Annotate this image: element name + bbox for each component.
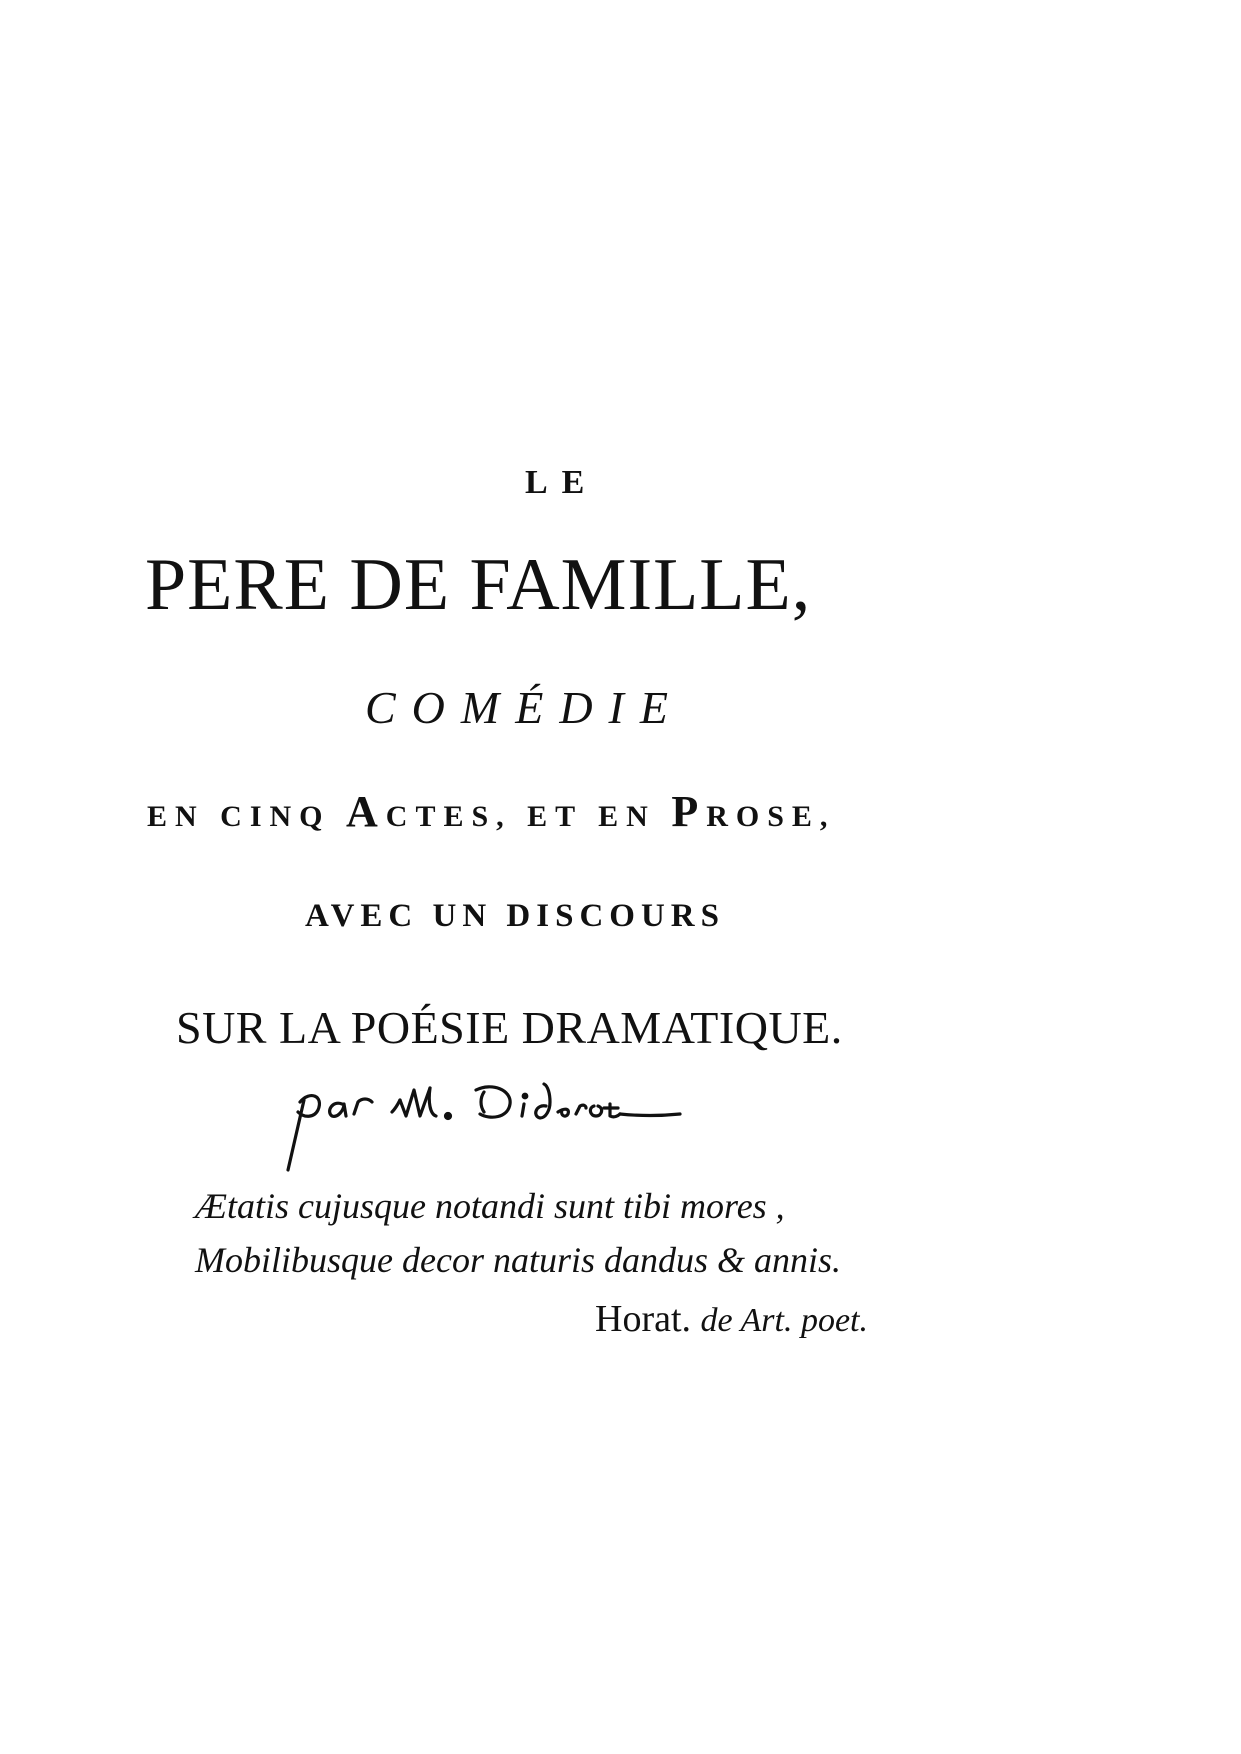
genre-label: COMÉDIE [365,682,684,733]
epigraph-line-1: Ætatis cujusque notandi sunt tibi mores , [195,1186,785,1226]
title-article: LE [525,464,599,501]
epigraph-line-2: Mobilibusque decor naturis dandus & annis. [195,1240,841,1280]
form-description [147,787,836,836]
epigraph-citation [595,1300,868,1338]
actes-initial: A [346,787,386,836]
prose-rest: ROSE, [706,800,836,833]
handwritten-signature [280,1060,700,1180]
avec-line: AVEC UN DISCOURS [305,898,725,934]
citation-work: de Art. poet. [700,1302,868,1339]
main-title: PERE DE FAMILLE, [145,544,812,626]
actes-rest: CTES, ET EN [385,800,672,833]
citation-author: Horat. [595,1298,701,1340]
form-part1: EN CINQ [147,800,347,833]
discourse-title: SUR LA POÉSIE DRAMATIQUE. [176,1002,843,1053]
prose-initial: P [671,787,707,836]
